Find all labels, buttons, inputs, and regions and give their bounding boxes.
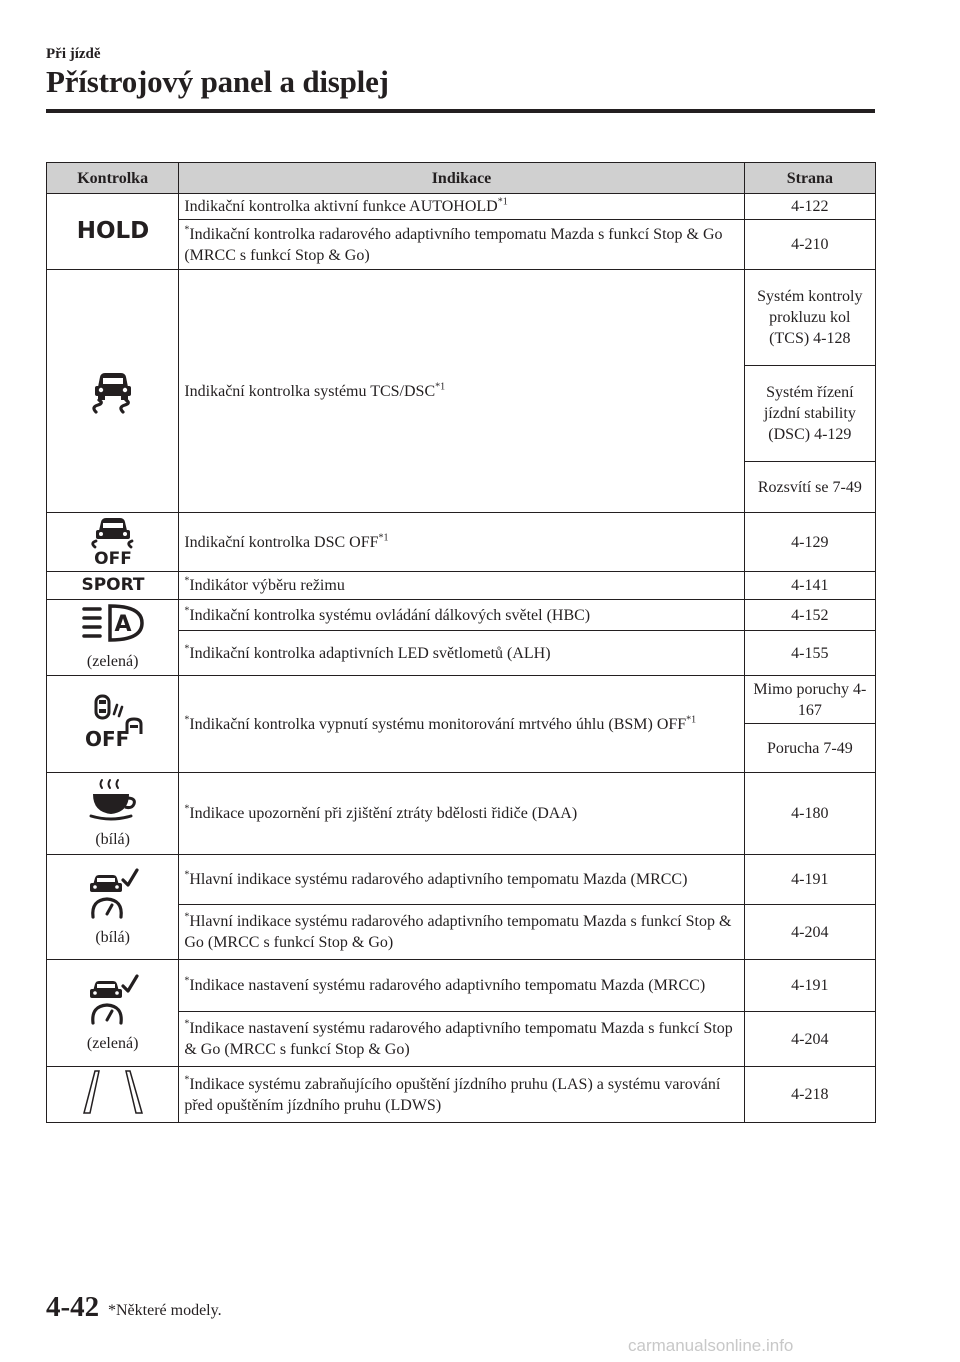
sport-icon — [52, 573, 173, 599]
page-reference: Porucha 7-49 — [744, 724, 875, 773]
page-reference: 4-204 — [744, 905, 875, 960]
model-asterisk: * — [184, 1074, 190, 1086]
indicator-cell — [47, 676, 179, 773]
footnote: *Některé modely. — [108, 1302, 222, 1319]
table-header-row — [47, 163, 876, 194]
indication-text: Indikační kontrolka systému ovládání dálkových světel (HBC) — [189, 606, 591, 624]
model-asterisk: * — [184, 224, 190, 236]
indication-text: Indikace nastavení systému radarového adaptivního tempomatu Mazda s funkcí Stop & Go (MRCC s funkcí Stop & Go) — [184, 1020, 733, 1058]
indication-text: Hlavní indikace systému radarového adaptivního tempomatu Mazda (MRCC) — [189, 871, 688, 888]
table-row — [47, 773, 876, 855]
section-label: Při jízdě — [46, 46, 101, 62]
dsc-off-icon — [52, 513, 173, 571]
indicator-color-label: (zelená) — [86, 1034, 139, 1052]
page-reference: Rozsvítí se 7-49 — [744, 462, 875, 513]
indication-text: Indikace nastavení systému radarového adaptivního tempomatu Mazda (MRCC) — [189, 977, 706, 994]
indicator-color-label: (zelená) — [86, 653, 139, 670]
indicator-cell — [47, 194, 179, 270]
indication-description — [179, 905, 744, 960]
svg-text:OFF: OFF — [93, 549, 132, 569]
model-asterisk: * — [184, 643, 190, 655]
indication-description — [179, 960, 744, 1012]
svg-text:A: A — [114, 612, 132, 637]
indicator-cell — [47, 960, 179, 1067]
indication-text: Indikační kontrolka systému TCS/DSC — [184, 382, 436, 400]
indication-description — [179, 1067, 744, 1123]
indication-description — [179, 270, 744, 513]
indicator-cell — [47, 855, 179, 960]
page-reference: 4-155 — [744, 631, 875, 676]
note-ref: *1 — [497, 196, 508, 208]
column-header-kontrolka: Kontrolka — [47, 163, 179, 194]
indication-text: Indikátor výběru režimu — [189, 577, 345, 594]
table-row — [47, 572, 876, 600]
indicator-color-label: (bílá) — [95, 831, 130, 848]
table-row — [47, 513, 876, 572]
model-asterisk: * — [184, 869, 190, 881]
page-reference: 4-141 — [744, 572, 875, 600]
coffee-cup-icon — [52, 777, 173, 827]
svg-text:SPORT: SPORT — [81, 574, 145, 595]
table-row — [47, 855, 876, 905]
indicator-cell — [47, 572, 179, 600]
table-row — [47, 1067, 876, 1123]
indication-description — [179, 572, 744, 600]
indicator-cell — [47, 270, 179, 513]
svg-text:OFF: OFF — [84, 727, 129, 751]
mrcc-main-icon — [52, 867, 173, 925]
model-asterisk: * — [184, 714, 190, 726]
page-reference: 4-210 — [744, 220, 875, 270]
page-reference: Systém řízení jízdní stability (DSC) 4-129 — [744, 366, 875, 462]
indication-text: Hlavní indikace systému radarového adaptivního tempomatu Mazda s funkcí Stop & Go (MRCC s funkcí Stop & Go) — [184, 913, 732, 951]
indication-description — [179, 676, 744, 773]
indication-description — [179, 513, 744, 572]
indication-text: Indikační kontrolka aktivní funkce AUTOHOLD — [184, 198, 498, 215]
indication-description — [179, 855, 744, 905]
mrcc-set-icon — [52, 973, 173, 1031]
note-ref: *1 — [435, 381, 446, 393]
model-asterisk: * — [184, 975, 190, 987]
table-row — [47, 960, 876, 1012]
page-reference: Mimo poruchy 4-167 — [744, 676, 875, 724]
tcs-dsc-icon — [52, 362, 173, 420]
indication-description — [179, 631, 744, 676]
model-asterisk: * — [184, 803, 190, 815]
indication-description — [179, 194, 744, 220]
lane-lines-icon — [52, 1069, 173, 1121]
indication-description — [179, 600, 744, 631]
column-header-indikace: Indikace — [179, 163, 744, 194]
indicator-cell — [47, 1067, 179, 1123]
page-reference: 4-218 — [744, 1067, 875, 1123]
note-ref: *1 — [378, 532, 389, 544]
page-reference: 4-152 — [744, 600, 875, 631]
svg-text:HOLD: HOLD — [76, 217, 149, 244]
column-header-strana: Strana — [744, 163, 875, 194]
table-row — [47, 600, 876, 631]
indication-text: Indikační kontrolka adaptivních LED světlometů (ALH) — [189, 644, 551, 662]
title-rule — [46, 109, 875, 113]
indication-text: Indikace upozornění při zjištění ztráty bdělosti řidiče (DAA) — [189, 805, 578, 822]
high-beam-auto-icon — [52, 603, 173, 649]
indication-text: Indikační kontrolka DSC OFF — [184, 533, 379, 551]
watermark: carmanualsonline.info — [628, 1336, 794, 1355]
page-reference: 4-129 — [744, 513, 875, 572]
note-ref: *1 — [686, 714, 697, 726]
model-asterisk: * — [184, 575, 190, 587]
page-reference: Systém kontroly prokluzu kol (TCS) 4-128 — [744, 270, 875, 366]
page-title: Přístrojový panel a displej — [46, 64, 389, 99]
table-row — [47, 676, 876, 724]
table-body — [47, 194, 876, 1123]
indicator-cell — [47, 513, 179, 572]
model-asterisk: * — [184, 1018, 190, 1030]
indication-text: Indikační kontrolka vypnutí systému monitorování mrtvého úhlu (BSM) OFF — [189, 715, 687, 733]
indication-description — [179, 1012, 744, 1067]
page-reference: 4-122 — [744, 194, 875, 220]
indicator-cell — [47, 773, 179, 855]
page-reference: 4-191 — [744, 960, 875, 1012]
model-asterisk: * — [184, 911, 190, 923]
page-reference: 4-180 — [744, 773, 875, 855]
table-row — [47, 270, 876, 366]
hold-icon — [52, 216, 173, 248]
indicator-table — [46, 162, 876, 1123]
indication-text: Indikační kontrolka radarového adaptivního tempomatu Mazda s funkcí Stop & Go (MRCC s funkcí Stop & Go) — [184, 225, 723, 264]
bsm-off-icon — [52, 694, 173, 754]
table-row — [47, 194, 876, 220]
page-reference: 4-204 — [744, 1012, 875, 1067]
indicator-color-label: (bílá) — [95, 928, 130, 946]
model-asterisk: * — [184, 605, 190, 617]
indication-text: Indikace systému zabraňujícího opuštění jízdního pruhu (LAS) a systému varování před opuštěním jízdního pruhu (LDWS) — [184, 1075, 721, 1114]
indication-description — [179, 220, 744, 270]
indicator-cell — [47, 600, 179, 676]
page-reference: 4-191 — [744, 855, 875, 905]
page-number: 4-42 — [46, 1291, 100, 1323]
indication-description — [179, 773, 744, 855]
